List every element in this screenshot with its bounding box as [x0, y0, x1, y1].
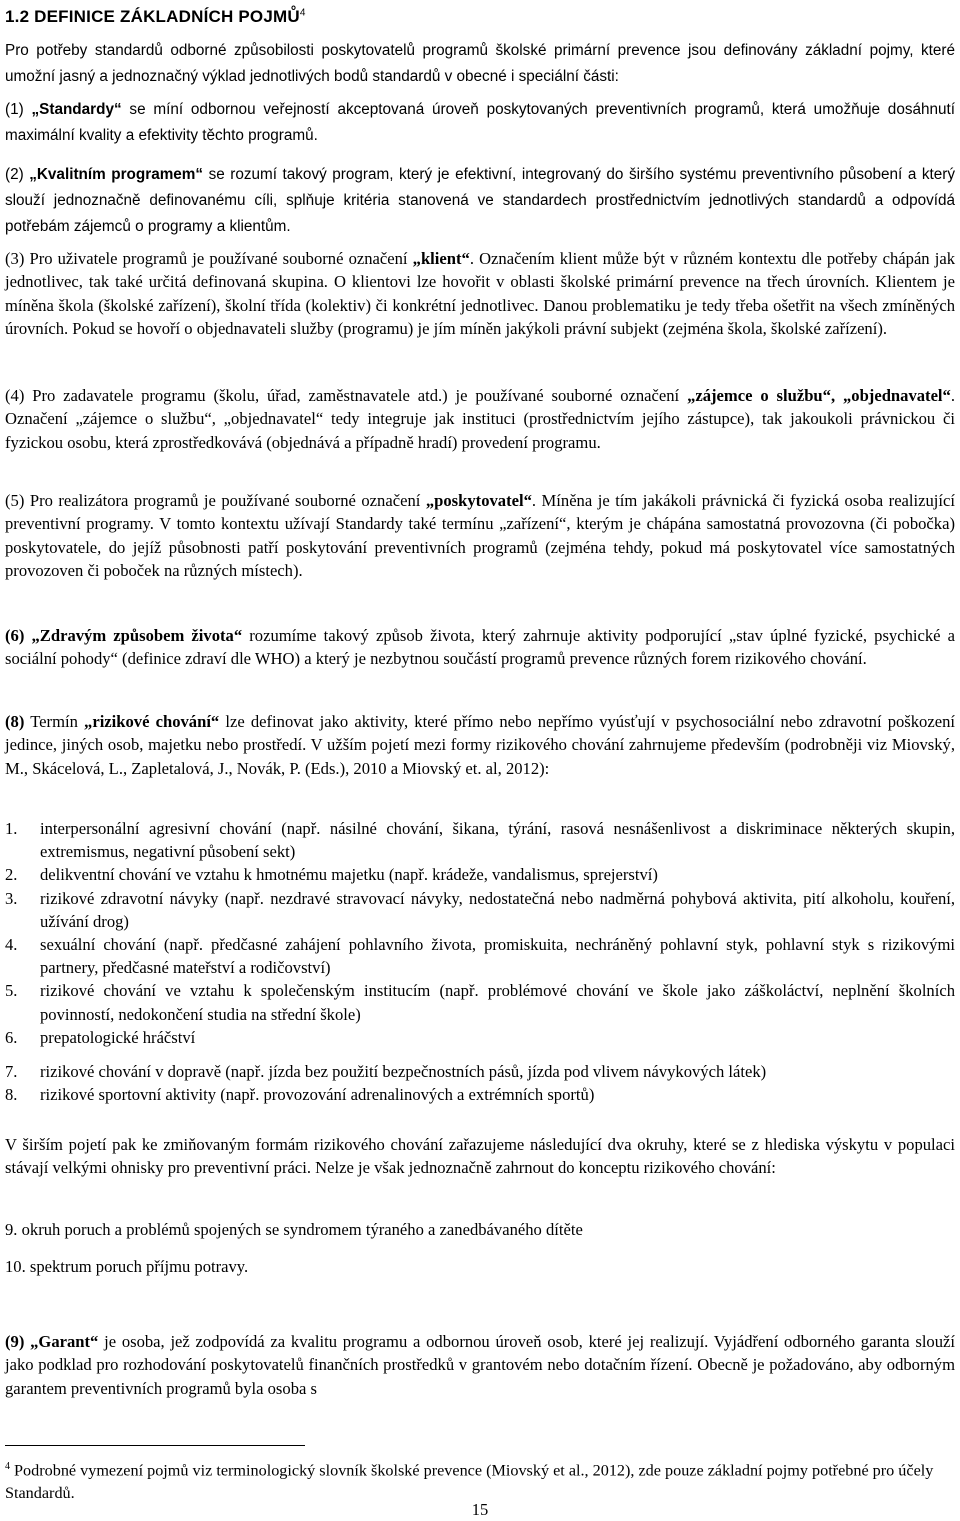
definition-text: . Označení „zájemce o službu“, „objednavatel“ tedy integruje jak instituci (prostřednictvím jejího zástupce), tak jakoukoli právnickou či fyzickou osobu, která zprostředkovává (objednává a případně hradí) provedení programu.	[5, 386, 955, 452]
list-item	[5, 817, 955, 863]
definition-guarantor	[5, 1330, 955, 1400]
page-number: 15	[471, 1500, 489, 1519]
wider-concept-paragraph: V širším pojetí pak ke zmiňovaným formám rizikového chování zařazujeme následující dva okruhy, které se z hlediska výskytu v populaci stávají velkými ohnisky pro preventivní práci. Nelze je však jednoznačně zahrnout do konceptu rizikového chování:	[5, 1135, 955, 1178]
list-item-number: 8.	[5, 1085, 18, 1105]
definition-term: „rizikové chování“	[84, 712, 220, 731]
list-item-text: rizikové sportovní aktivity (např. provozování adrenalinových a extrémních sportů)	[40, 1085, 595, 1105]
list-item-text: rizikové chování ve vztahu k společenským institucím (např. problémové chování ve škole jako záškoláctví, neplnění školních povinností, nedokončení studia na střední škole)	[40, 981, 955, 1024]
definition-text: . Označením klient může být v různém kontextu dle potřeby chápán jak jednotlivec, tak také určitá definovaná skupina. O klientovi lze hovořit v oblasti školské primární prevence na třech úrovních. Klientem je míněna škola (školské zařízení), školní třída (kolektiv) či konkrétní jednotlivec. Danou problematiku je tedy třeba ošetřit na všech zmíněných úrovních. Pokud se hovoří o objednavateli služby (programu) je jím míněn jakýkoli právní subjekt (zejména škola, školské zařízení).	[5, 249, 955, 339]
footnote-divider	[5, 1445, 305, 1446]
wider-item-10: 10. spektrum poruch příjmu potravy.	[5, 1257, 249, 1276]
definition-risk-behavior	[5, 710, 955, 780]
list-item	[5, 1060, 955, 1083]
section-heading-text: 1.2 DEFINICE ZÁKLADNÍCH POJMŮ	[5, 7, 300, 26]
definition-number: (8)	[5, 712, 25, 731]
definition-text: se rozumí takový program, který je efektivní, integrovaný do širšího systému preventivního působení a který slouží jednoznačně definovanému cíli, splňuje kritéria stanovená ve standardech prostřednictvím jednotlivých standardů a odpovídá potřebám zájemců o programy a klientům.	[5, 166, 955, 235]
list-item	[5, 1083, 955, 1106]
list-item-text: prepatologické hráčství	[40, 1027, 196, 1047]
list-item-text: delikventní chování ve vztahu k hmotnému majetku (např. krádeže, vandalismus, sprejerství)	[40, 865, 658, 885]
list-item-number: 4.	[5, 935, 18, 955]
list-item-number: 5.	[5, 981, 18, 1001]
definition-text: se míní odbornou veřejností akceptovaná úroveň poskytovaných preventivních programů, která umožňuje dosáhnutí maximální kvality a efektivity těchto programů.	[5, 101, 956, 144]
definition-text: Pro uživatele programů je používané souborné označení	[24, 249, 413, 268]
definition-text: Termín	[24, 712, 85, 731]
intro-paragraph: Pro potřeby standardů odborné způsobilosti poskytovatelů programů školské primární prevence jsou definovány základní pojmy, které umožní jasný a jednoznačný výklad jednotlivých bodů standardů v obecné i speciální části:	[5, 42, 955, 85]
definition-term: „Standardy“	[31, 101, 122, 118]
definition-term: „Zdravým způsobem života“	[31, 626, 243, 645]
footnote-text: Podrobné vymezení pojmů viz terminologický slovník školské prevence (Miovský et al., 2012), zde pouze základní pojmy potřebné pro účely Standardů.	[5, 1461, 934, 1503]
definition-number: (9)	[5, 1332, 25, 1351]
definition-applicant	[5, 384, 955, 454]
definition-term: „klient“	[412, 249, 470, 268]
list-item	[5, 979, 955, 1025]
list-item	[5, 1026, 955, 1049]
footnote	[5, 1455, 955, 1505]
wider-item-9: 9. okruh poruch a problémů spojených se syndromem týraného a zanedbávaného dítěte	[5, 1220, 583, 1239]
definition-client	[5, 247, 955, 341]
list-item-text: rizikové chování v dopravě (např. jízda bez použití bezpečnostních pásů, jízda pod vlivem návykových látek)	[40, 1062, 767, 1082]
definition-provider	[5, 489, 955, 583]
definition-number: (1)	[5, 101, 24, 118]
list-item-text: sexuální chování (např. předčasné zahájení pohlavního života, promiskuita, nechráněný pohlavní styk, pohlavní styk s rizikovými partnery, předčasné mateřství a rodičovství)	[40, 935, 955, 978]
list-item-number: 7.	[5, 1062, 18, 1082]
list-item	[5, 863, 955, 886]
footnote-ref: 4	[299, 7, 306, 19]
definition-text: . Míněna je tím jakákoli právnická či fyzická osoba realizující preventivní programy. V tomto kontextu užívají Standardy také termínu „zařízení“, kterým je chápána samostatná provozovna (či pobočka) poskytovatele, do jejíž působnosti patří poskytování preventivních programů (zejména tehdy, pokud má poskytovatel více samostatných provozoven či poboček na různých místech).	[5, 491, 956, 581]
definition-number: (3)	[5, 249, 25, 268]
definition-text: je osoba, jež zodpovídá za kvalitu programu a odbornou úroveň osob, které jej realizují. Vyjádření odborného garanta slouží jako podklad pro rozhodování poskytovatelů finančních prostředků v grantovém nebo dotačním řízení. Obecně je požadováno, aby odborným garantem preventivních programů byla osoba s	[5, 1332, 955, 1398]
definition-quality-program	[5, 162, 955, 240]
list-item-text: rizikové zdravotní návyky (např. nezdravé stravovací návyky, nedostatečná nebo nadměrná pohybová aktivita, pití alkoholu, kouření, užívání drog)	[40, 888, 955, 931]
definition-term: „Garant“	[30, 1332, 99, 1351]
list-item	[5, 933, 955, 979]
definition-text: rozumíme takový způsob života, který zahrnuje aktivity podporující „stav úplné fyzické, psychické a sociální pohody“ (definice zdraví dle WHO) a který je nezbytnou součástí programů prevence různých forem rizikového chování.	[5, 626, 956, 669]
risk-behavior-list	[5, 817, 955, 1106]
definition-text: Pro zadavatele programu (školu, úřad, zaměstnavatele atd.) je používané souborné označení	[24, 386, 688, 405]
definition-number: (2)	[5, 166, 24, 183]
definition-number: (5)	[5, 491, 25, 510]
list-item-number: 1.	[5, 819, 18, 838]
definition-number: (6)	[5, 626, 25, 645]
section-heading	[5, 7, 306, 27]
list-item-text: interpersonální agresivní chování (např. násilné chování, šikana, týrání, rasová nesnášenlivost a diskriminace některých skupin, extremismus, negativní působení sekt)	[40, 819, 955, 862]
list-item-number: 2.	[5, 865, 18, 885]
definition-term: „zájemce o službu“, „objednavatel“	[687, 386, 951, 405]
definition-term: „Kvalitním programem“	[29, 166, 204, 183]
list-item-number: 6.	[5, 1027, 18, 1047]
definition-standards	[5, 97, 955, 149]
footnote-mark: 4	[5, 1461, 10, 1472]
definition-healthy-lifestyle	[5, 624, 955, 671]
definition-term: „poskytovatel“	[425, 491, 532, 510]
definition-text: lze definovat jako aktivity, které přímo nebo nepřímo vyúsťují v psychosociální nebo zdravotní poškození jedince, jiných osob, majetku nebo prostředí. V užším pojetí mezi formy rizikového chování zahrnujeme především (podrobněji viz Miovský, M., Skácelová, L., Zapletalová, J., Novák, P. (Eds.), 2010 a Miovský et. al, 2012):	[5, 712, 955, 778]
definition-text: Pro realizátora programů je používané souborné označení	[24, 491, 426, 510]
list-item-number: 3.	[5, 888, 18, 908]
definition-number: (4)	[5, 386, 25, 405]
list-item	[5, 887, 955, 933]
